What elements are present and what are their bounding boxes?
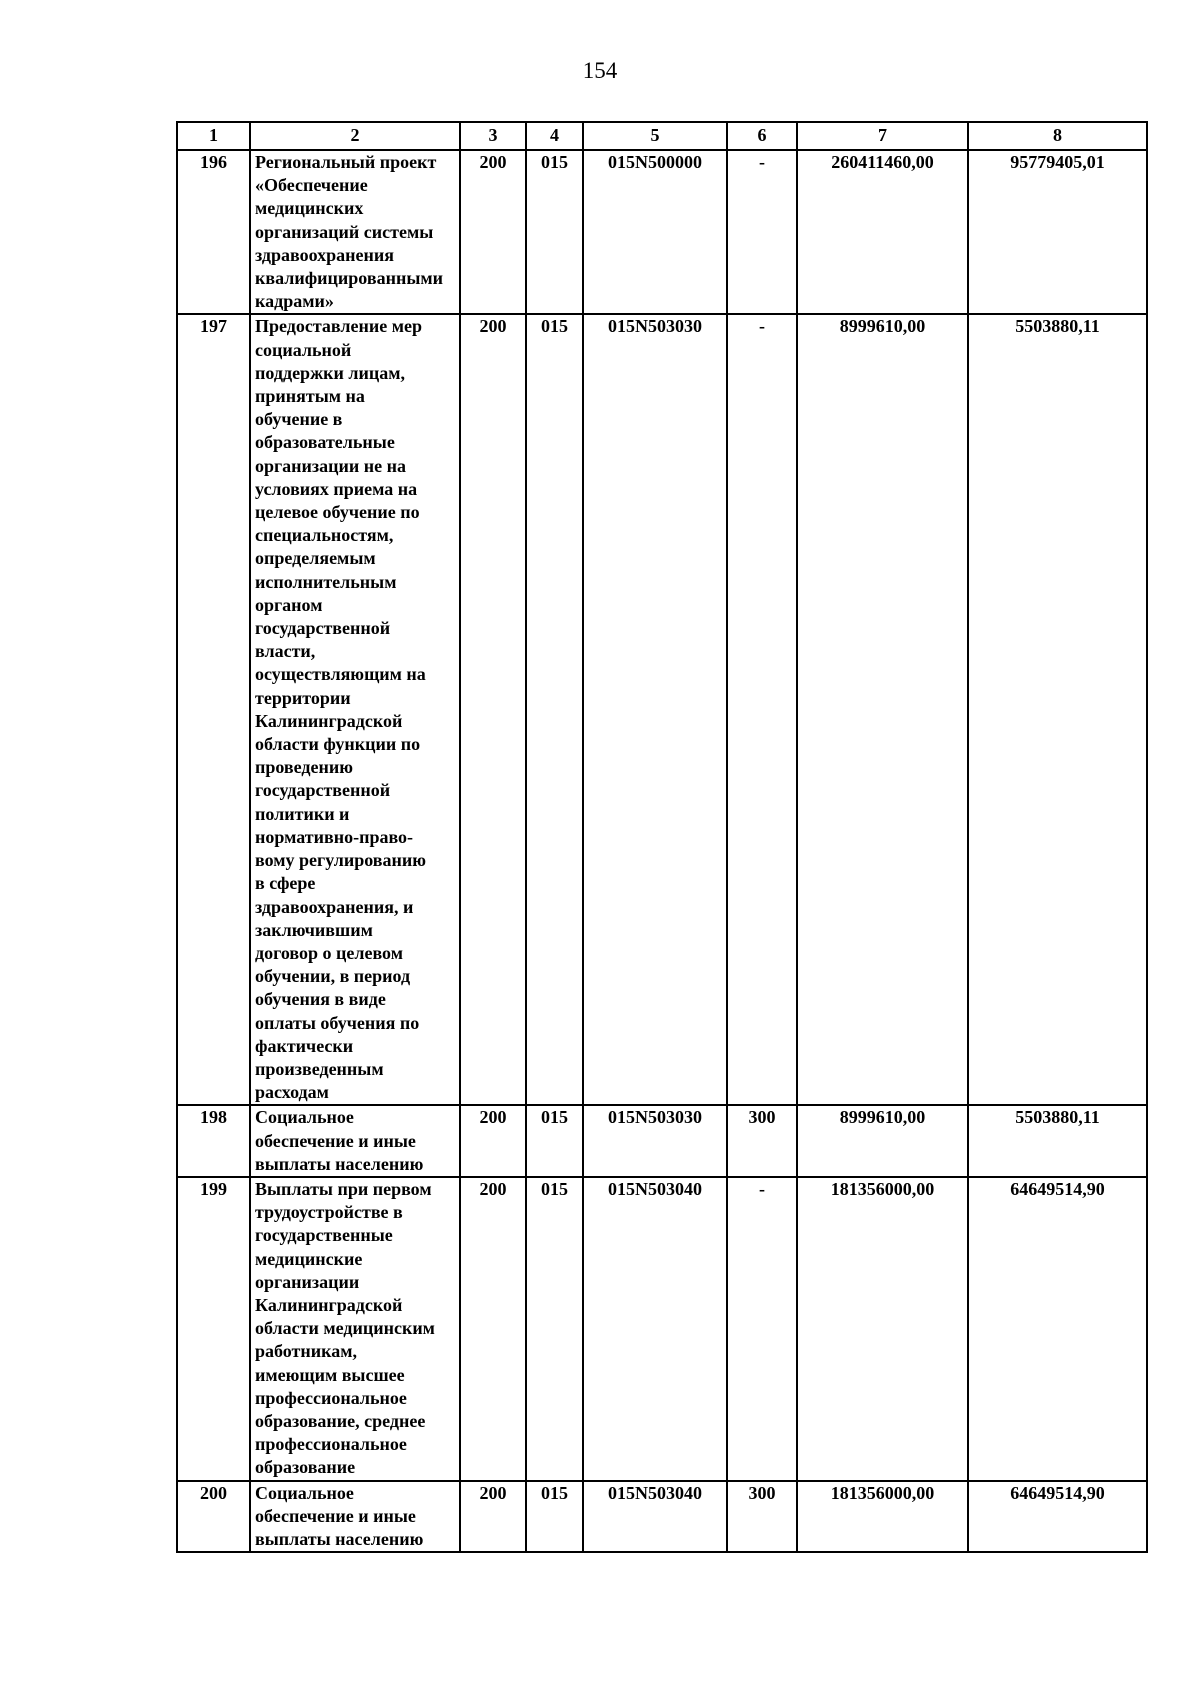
row-name-line: в сфере (255, 873, 316, 894)
row-name-line: работникам, (255, 1341, 357, 1362)
row-name-line: поддержки лицам, (255, 362, 405, 383)
row-name-line: исполнительным (255, 571, 397, 592)
column-4-cell: 015 (526, 1481, 583, 1553)
header-cell-1: 1 (177, 122, 250, 150)
amount-7-cell: 260411460,00 (797, 150, 968, 314)
row-name-line: квалифицированными (255, 268, 443, 289)
column-5-cell: 015N503030 (583, 1105, 727, 1177)
row-name-line: «Обеспечение (255, 175, 368, 196)
row-name-line: заключившим (255, 919, 373, 940)
column-3-cell: 200 (460, 1481, 526, 1553)
row-number-cell: 200 (177, 1481, 250, 1553)
row-name-line: государственной (255, 618, 391, 639)
amount-8-cell: 5503880,11 (968, 1105, 1147, 1177)
amount-7-cell: 8999610,00 (797, 1105, 968, 1177)
row-name-line: оплаты обучения по (255, 1012, 420, 1033)
amount-7-cell: 181356000,00 (797, 1481, 968, 1553)
row-name-line: проведению (255, 757, 353, 778)
row-name-line: Предоставление мер (255, 316, 422, 337)
amount-8-cell: 5503880,11 (968, 314, 1147, 1105)
table-header-row (177, 122, 1147, 150)
column-6-cell: - (727, 314, 797, 1105)
column-4-cell: 015 (526, 314, 583, 1105)
amount-8-cell: 64649514,90 (968, 1177, 1147, 1481)
table-row (177, 1105, 1147, 1177)
row-number-cell: 197 (177, 314, 250, 1105)
row-name-line: трудоустройстве в (255, 1202, 403, 1223)
row-name-line: определяемым (255, 548, 376, 569)
column-5-cell: 015N503040 (583, 1481, 727, 1553)
row-name-line: организации (255, 1271, 360, 1292)
row-name-line: профессиональное (255, 1434, 407, 1455)
row-name-cell (250, 1177, 460, 1481)
row-name-line: имеющим высшее (255, 1364, 405, 1385)
amount-8-cell: 64649514,90 (968, 1481, 1147, 1553)
row-name-line: Социальное (255, 1107, 354, 1128)
row-name-line: произведенным (255, 1058, 384, 1079)
column-6-cell: - (727, 150, 797, 314)
row-name-line: обучение в (255, 409, 343, 430)
row-name-line: вому регулированию (255, 850, 426, 871)
row-name-line: Социальное (255, 1482, 354, 1503)
row-name-line: области медицинским (255, 1318, 435, 1339)
row-name-line: Калининградской (255, 710, 403, 731)
row-name-line: здравоохранения (255, 244, 395, 265)
header-cell-2: 2 (250, 122, 460, 150)
header-cell-5: 5 (583, 122, 727, 150)
row-name-line: осуществляющим на (255, 664, 426, 685)
column-4-cell: 015 (526, 1177, 583, 1481)
column-4-cell: 015 (526, 1105, 583, 1177)
row-name-line: организаций системы (255, 221, 434, 242)
row-name-line: нормативно-право- (255, 826, 414, 847)
header-cell-7: 7 (797, 122, 968, 150)
row-name-line: обеспечение и иные (255, 1505, 416, 1526)
row-name-line: социальной (255, 339, 352, 360)
column-4-cell: 015 (526, 150, 583, 314)
row-name-line: Калининградской (255, 1294, 403, 1315)
row-name-line: профессиональное (255, 1387, 407, 1408)
column-5-cell: 015N503040 (583, 1177, 727, 1481)
row-name-line: организации не на (255, 455, 407, 476)
table-row (177, 314, 1147, 1105)
header-cell-3: 3 (460, 122, 526, 150)
row-name-line: медицинских (255, 198, 364, 219)
amount-7-cell: 8999610,00 (797, 314, 968, 1105)
row-name-cell (250, 1481, 460, 1553)
column-3-cell: 200 (460, 1105, 526, 1177)
row-name-line: политики и (255, 803, 350, 824)
row-name-line: специальностям, (255, 525, 394, 546)
row-name-line: образование (255, 1457, 356, 1478)
header-cell-8: 8 (968, 122, 1147, 150)
row-name-line: обеспечение и иные (255, 1130, 416, 1151)
row-name-line: образовательные (255, 432, 395, 453)
row-name-cell (250, 314, 460, 1105)
table-body (177, 122, 1147, 1552)
column-6-cell: 300 (727, 1105, 797, 1177)
column-5-cell: 015N503030 (583, 314, 727, 1105)
header-cell-4: 4 (526, 122, 583, 150)
row-number-cell: 198 (177, 1105, 250, 1177)
row-name-line: области функции по (255, 734, 421, 755)
row-name-line: государственной (255, 780, 391, 801)
row-number-cell: 196 (177, 150, 250, 314)
row-name-line: государственные (255, 1225, 393, 1246)
amount-8-cell: 95779405,01 (968, 150, 1147, 314)
amount-7-cell: 181356000,00 (797, 1177, 968, 1481)
row-name-line: здравоохранения, и (255, 896, 414, 917)
row-name-line: кадрами» (255, 291, 334, 312)
budget-table (176, 121, 1148, 1553)
column-3-cell: 200 (460, 150, 526, 314)
row-name-line: образование, среднее (255, 1410, 426, 1431)
row-name-line: фактически (255, 1035, 354, 1056)
row-name-cell (250, 1105, 460, 1177)
table-row (177, 150, 1147, 314)
row-name-line: целевое обучение по (255, 502, 420, 523)
row-name-line: расходам (255, 1082, 329, 1103)
column-6-cell: - (727, 1177, 797, 1481)
row-name-line: власти, (255, 641, 316, 662)
column-3-cell: 200 (460, 314, 526, 1105)
row-number-cell: 199 (177, 1177, 250, 1481)
row-name-line: выплаты населению (255, 1528, 424, 1549)
row-name-line: медицинские (255, 1248, 363, 1269)
row-name-line: принятым на (255, 386, 365, 407)
row-name-line: обучении, в период (255, 966, 411, 987)
row-name-line: территории (255, 687, 351, 708)
table-row (177, 1481, 1147, 1553)
row-name-line: договор о целевом (255, 942, 403, 963)
header-cell-6: 6 (727, 122, 797, 150)
row-name-line: условиях приема на (255, 478, 418, 499)
row-name-cell (250, 150, 460, 314)
row-name-line: органом (255, 594, 323, 615)
table-row (177, 1177, 1147, 1481)
column-3-cell: 200 (460, 1177, 526, 1481)
row-name-line: обучения в виде (255, 989, 386, 1010)
column-5-cell: 015N500000 (583, 150, 727, 314)
column-6-cell: 300 (727, 1481, 797, 1553)
row-name-line: выплаты населению (255, 1153, 424, 1174)
row-name-line: Региональный проект (255, 152, 437, 172)
page-number: 154 (582, 58, 618, 83)
row-name-line: Выплаты при первом (255, 1178, 432, 1199)
